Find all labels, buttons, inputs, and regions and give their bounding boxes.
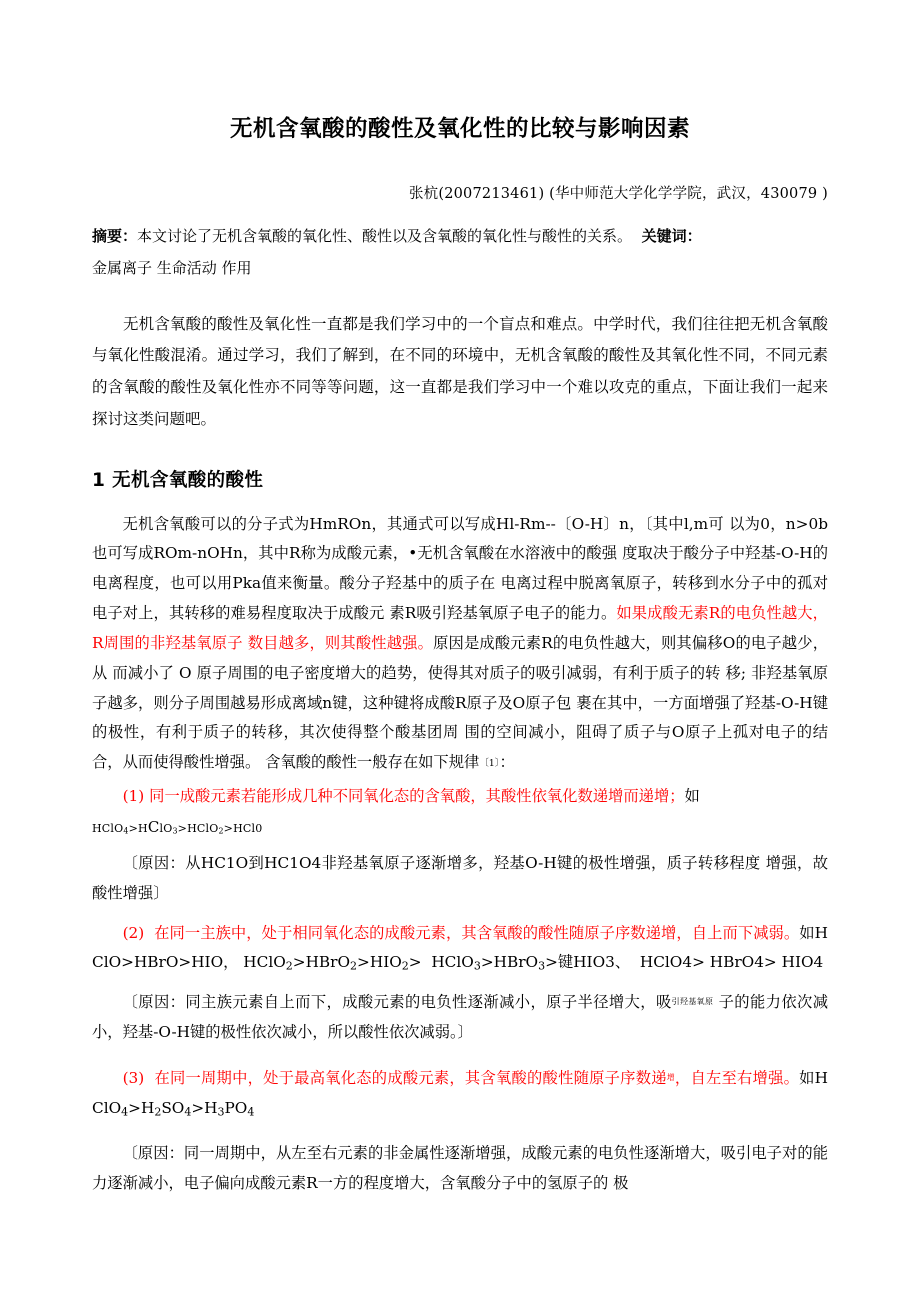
rule-item-2-tail: 如H ClO>HBrO>HIO， $HClO_2>HBrO_2>HIO_2>$ HClO$_3$>HBrO$_3$>键HIO3、 HClO4> HBrO4> HIO4 <box>92 923 828 973</box>
rule-item-1-number: (1) <box>122 787 145 806</box>
section-1-body-paragraph <box>92 510 828 778</box>
rule-item-3-red-text-b: ，自左至右增强。 <box>674 1068 800 1087</box>
abstract-label: 摘要： <box>92 226 138 245</box>
body-text-part-2: 原因是成酸元素R的电负性越大，则其偏移O的电子越少，从 而减小了 O 原子周围的电子密度增大的趋势，使得其对质子的吸引减弱，有利于质子的转 移; 非羟基氧原子越多，则分子周围越易形成离域n键，这种键将成酸R原子及O原子包 裹在其中，一方面增强了羟基-O-H键的极性，有利于质子的转移，其次使得整个酸基团周 围的空间减小，阻碍了质子与O原子上孤对电子的结合，从而使得酸性增强。 <box>92 633 828 772</box>
rule-item-3 <box>92 1064 828 1124</box>
formula-hclo-series: HClO$_4$>HClO$_3$>HClO$_2$>HCl0 <box>92 817 263 836</box>
rule-item-3-explanation: 〔原因：同一周期中，从左至右元素的非金属性逐渐增强，成酸元素的电负性逐渐增大，吸引电子对的能力逐渐减小，电子偏向成酸元素R一方的程度增大，含氧酸分子中的氢原子的 极 <box>92 1144 828 1193</box>
section-1-heading: 1 无机含氧酸的酸性 <box>92 469 264 491</box>
abstract-block <box>92 221 828 251</box>
keywords-text: 金属离子 生命活动 作用 <box>92 258 252 277</box>
rule-item-2-number: (2) <box>122 923 145 942</box>
rule-item-1-red-text: 同一成酸元素若能形成几种不同氧化态的含氧酸，其酸性依氧化数递增而递增； <box>149 787 685 806</box>
body-text-part-3-pre: 含氧酸的酸性一般存在如下规律 <box>260 753 480 772</box>
rule-item-3-red-text-a: 在同一周期中，处于最高氧化态的成酸元素，其含氧酸的酸性随原子序数递 <box>154 1068 667 1087</box>
page-title: 无机含氧酸的酸性及氧化性的比较与影响因素 <box>229 116 690 142</box>
reference-marker: 〔1〕 <box>479 758 500 770</box>
rule-item-1-tail: 如 <box>684 787 700 806</box>
keywords-label: 关键词： <box>641 226 702 245</box>
rule-item-2-red-text: 在同一主族中，处于相同氧化态的成酸元素，其含氧酸的酸性随原子序数递增，自上而下减弱。 <box>154 923 800 942</box>
introduction-paragraph: 无机含氧酸的酸性及氧化性一直都是我们学习中的一个盲点和难点。中学时代，我们往往把无机含氧酸与氧化性酸混淆。通过学习，我们了解到，在不同的环境中，无机含氧酸的酸性及其氧化性不同，不同元素的含氧酸的酸性及氧化性亦不同等等问题，这一直都是我们学习中一个难以攻克的重点，下面让我们一起来探讨这类问题吧。 <box>92 314 828 428</box>
rule-item-2-explanation-a: 〔原因：同主族元素自上而下，成酸元素的电负性逐渐减小，原子半径增大，吸 <box>122 993 672 1012</box>
body-text-part-1: 无机含氧酸可以的分子式为HmROn，其通式可以写成Hl-Rm--〔O-H〕n，〔其中l,m可 以为0，n>0b也可写成ROm-nOHn，其中R称为成酸元素，•无机含氧酸在水溶液中的酸强 度取决于酸分子中羟基-O-H的电离程度，也可以用Pka值来衡量。酸分子羟基中的质子在 电离过程中脱离氧原子，转移到水分子中的孤对电子对上，其转移的难易程度取决于成酸元 素R吸引羟基氧原子电子的能力。 <box>92 514 828 623</box>
rule-item-2 <box>92 919 828 979</box>
body-text-red-highlight-1: 如果成酸无素R的电负性越大，R周围的非羟基氧原子 数目越多，则其酸性越强。 <box>92 604 828 652</box>
abstract-text: 本文讨论了无机含氧酸的氧化性、酸性以及含氧酸的氧化性与酸性的关系。 <box>137 226 633 245</box>
body-text-part-3-post: ： <box>499 753 515 772</box>
rule-item-1-explanation: 〔原因：从HC1O到HC1O4非羟基氧原子逐渐增多，羟基O-H键的极性增强，质子转移程度 增强，故酸性增强〕 <box>92 853 828 902</box>
rule-item-1 <box>92 782 828 812</box>
author-affiliation-line: 张杭(2007213461) (华中师范大学化学学院，武汉，430079 ) <box>408 185 828 202</box>
rule-item-3-tail: 如H $ClO_4>H_2SO_4>H_3PO_4$ <box>92 1068 828 1119</box>
rule-item-2-explanation <box>92 988 828 1048</box>
rule-item-3-superscript: 增 <box>666 1072 675 1082</box>
rule-item-2-explanation-b: 子的能力依次减小，羟基-O-H键的极性依次减小，所以酸性依次减弱。〕 <box>92 993 828 1041</box>
rule-item-2-superscript-note: 引羟基氧原 <box>671 996 714 1006</box>
rule-item-3-number: (3) <box>122 1068 145 1087</box>
